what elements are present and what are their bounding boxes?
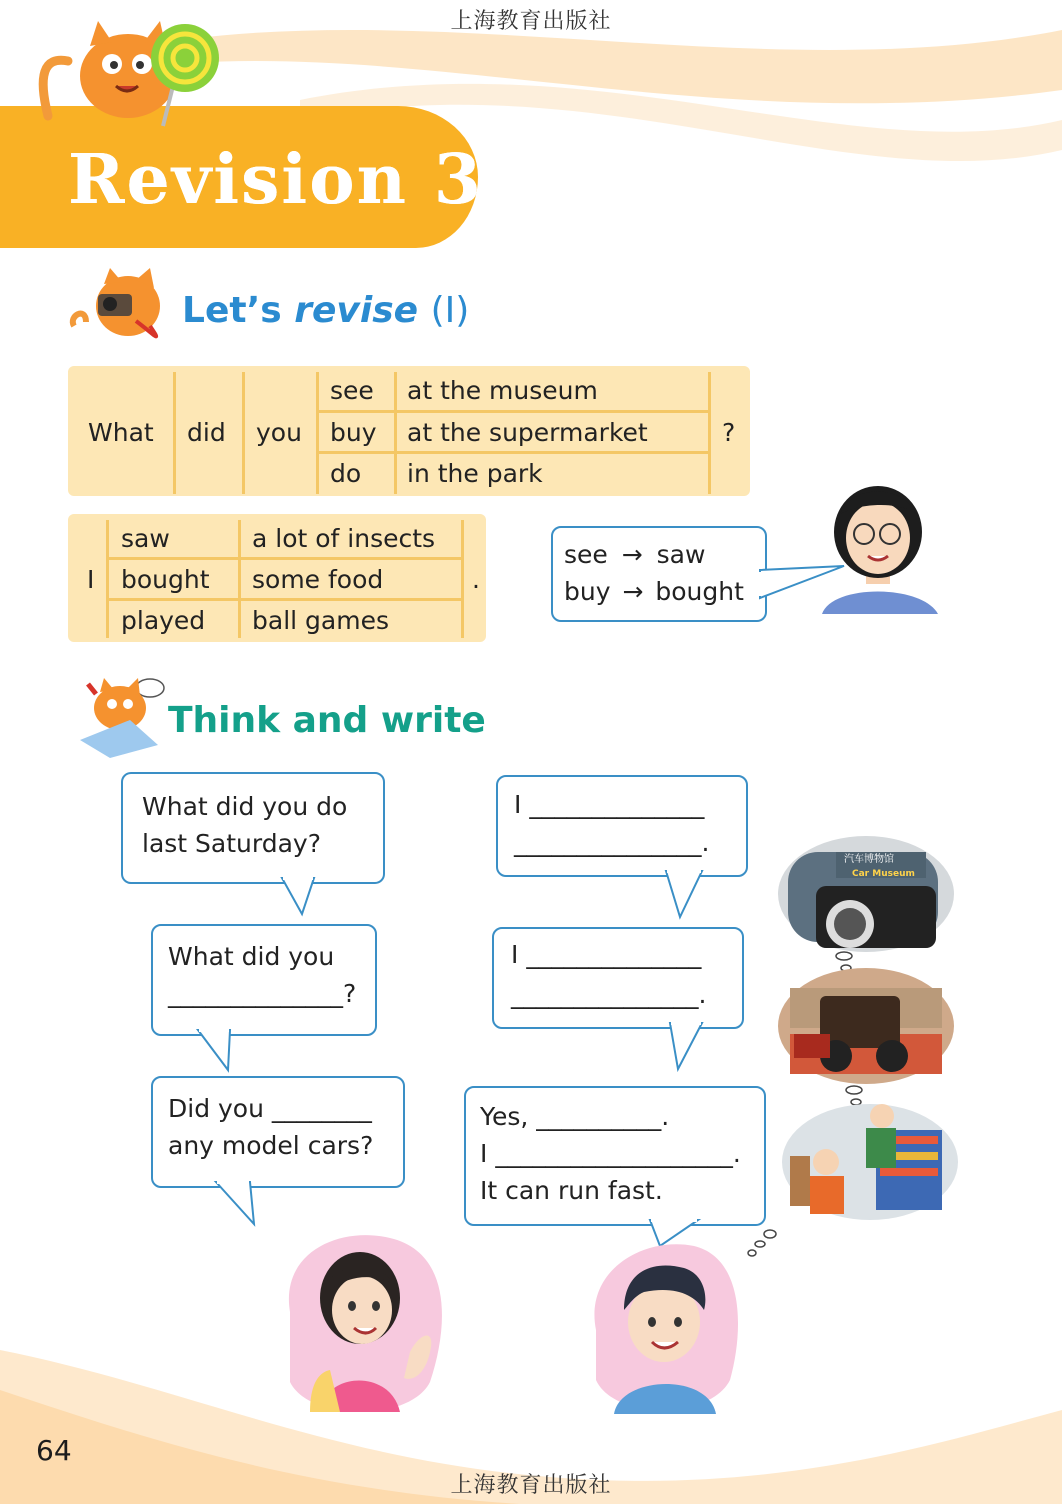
table-divider (461, 520, 464, 638)
note-line-1: see → saw (564, 540, 706, 569)
table-divider (316, 372, 319, 494)
table-cell: ball games (252, 606, 389, 635)
table-cell: you (256, 418, 302, 447)
car-museum-thought-icon (776, 832, 956, 956)
note-line-2: buy → bought (564, 577, 744, 606)
table-row-divider (108, 557, 463, 560)
table-cell: did (187, 418, 226, 447)
publisher-footer: 上海教育出版社 (450, 1473, 612, 1498)
vintage-car-thought-icon (776, 964, 956, 1088)
table-row-divider (318, 451, 710, 454)
title-roman: (I) (430, 290, 470, 331)
table-cell: . (472, 565, 480, 594)
table-divider (708, 372, 711, 494)
section-title-think-and-write: Think and write (168, 700, 486, 741)
table-cell: at the supermarket (407, 418, 648, 447)
table-cell: ? (722, 418, 736, 447)
table-divider (106, 520, 109, 638)
bubble-text: ______________? (168, 979, 357, 1008)
title-revise: revise (294, 290, 419, 331)
bubble-tail (664, 871, 708, 921)
bubble-text: any model cars? (168, 1131, 374, 1160)
boy-illustration (584, 1240, 744, 1414)
bubble-text: Did you ________ (168, 1094, 372, 1123)
bubble-text: _______________. (511, 980, 707, 1009)
publisher-header: 上海教育出版社 (450, 9, 612, 34)
museum-sign-en: Car Museum (852, 869, 915, 879)
table-cell: do (330, 459, 362, 488)
bubble-text: What did you (168, 942, 335, 971)
page-title: Revision 3 (68, 140, 484, 220)
table-divider (238, 520, 241, 638)
table-cell: in the park (407, 459, 543, 488)
table-cell: some food (252, 565, 384, 594)
bubble-text: It can run fast. (480, 1176, 663, 1205)
cat-reading-icon (70, 670, 170, 760)
table-cell: at the museum (407, 376, 598, 405)
bubble-text: I ______________ (514, 790, 705, 819)
bubble-text: Yes, __________. (480, 1102, 670, 1131)
bubble-tail (196, 1030, 236, 1074)
bubble-tail (280, 878, 320, 918)
table-cell: buy (330, 418, 377, 447)
bubble-tail (214, 1182, 262, 1228)
page-number: 64 (36, 1434, 72, 1467)
title-lets: Let’s (182, 290, 282, 331)
bubble-text: last Saturday? (142, 829, 321, 858)
table-cell: a lot of insects (252, 524, 436, 553)
section-title-lets-revise (182, 290, 469, 331)
bubble-text: What did you do (142, 792, 348, 821)
teacher-illustration (812, 474, 946, 614)
table-cell: see (330, 376, 374, 405)
girl-illustration (280, 1232, 450, 1412)
table-divider (242, 372, 245, 494)
museum-sign-cn: 汽车博物馆 (844, 854, 894, 865)
table-divider (394, 372, 397, 494)
cat-lollipop-icon (28, 16, 228, 128)
table-cell: saw (121, 524, 170, 553)
table-cell: bought (121, 565, 210, 594)
table-divider (173, 372, 176, 494)
table-cell: I (87, 565, 95, 594)
toy-shop-thought-icon (780, 1100, 960, 1224)
table-cell: What (88, 418, 154, 447)
table-row-divider (108, 598, 463, 601)
cat-camera-icon (66, 266, 176, 346)
table-cell: played (121, 606, 206, 635)
bubble-tail (668, 1023, 708, 1073)
dialogue-bubble-girl-1 (121, 772, 385, 884)
table-row-divider (318, 410, 710, 413)
bubble-text: I ___________________. (480, 1139, 741, 1168)
thought-dots-icon (744, 1228, 778, 1258)
bubble-text: _______________. (514, 828, 710, 857)
bubble-text: I ______________ (511, 940, 702, 969)
